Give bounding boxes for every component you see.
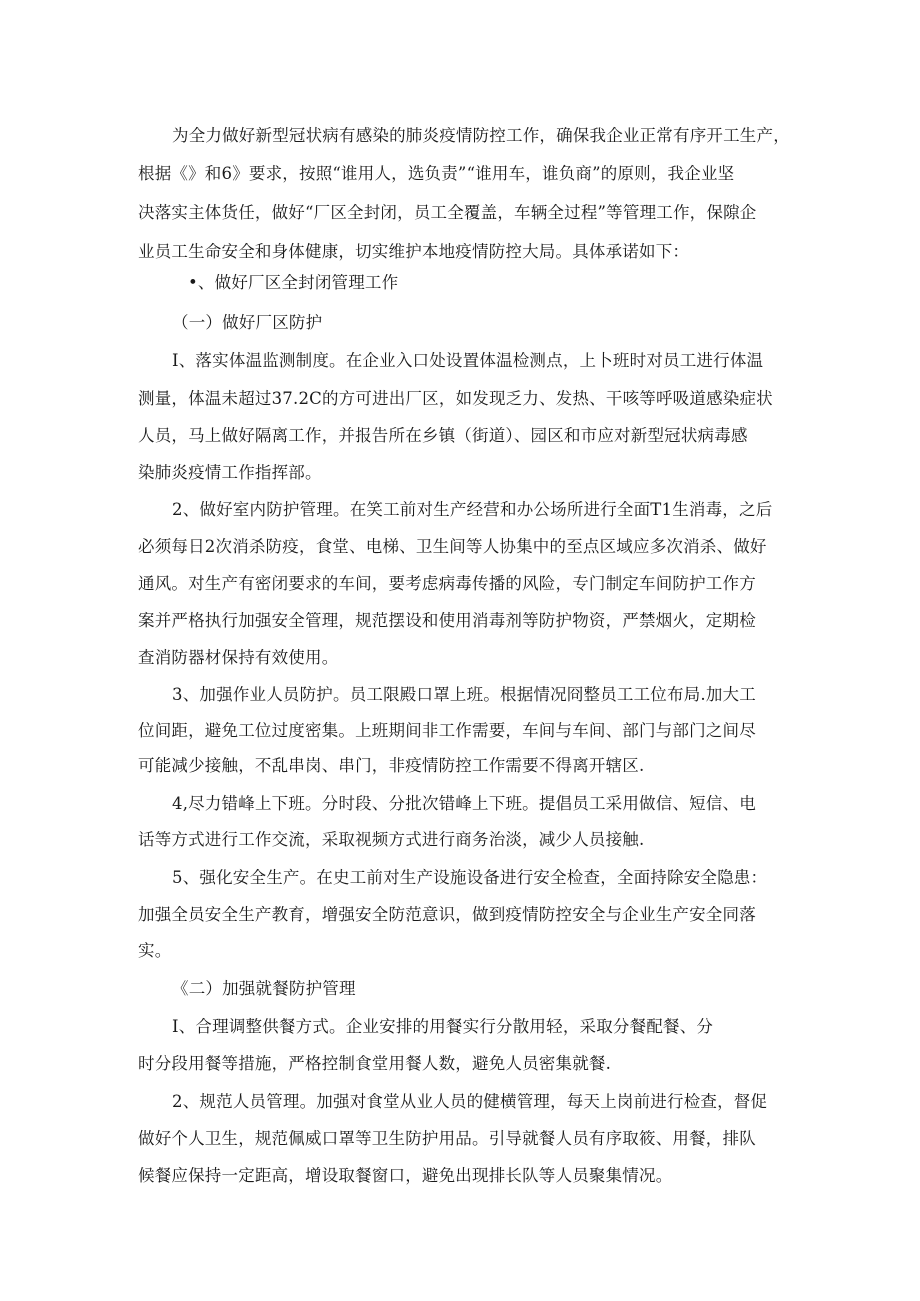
subsection-heading: 《二）加强就餐防护管理 — [172, 979, 356, 998]
paragraph-line: I、合理调整供餐方式。企业安排的用餐实行分散用轻，采取分餐配餐、分 — [172, 1017, 714, 1036]
paragraph-line: 时分段用餐等措施，严格控制食堂用餐人数，避免人员密集就餐. — [138, 1054, 612, 1073]
paragraph-line: 可能减少接触，不乱串岗、串门，非疫情防控工作需要不得离开辖区. — [138, 756, 645, 775]
paragraph-line: 位间距，避免工位过度密集。上班期间非工作需要，车间与车间、部门与部门之间尽 — [138, 721, 756, 740]
paragraph-line: 业员工生命安全和身体健康，切实维护本地疫情防控大局。具体承诺如下： — [138, 242, 690, 261]
paragraph-line: 2、做好室内防护管理。在笑工前对生产经营和办公场所进行全面T1生消毒，之后 — [172, 500, 773, 519]
paragraph-line: 3、加强作业人员防护。员工限殿口罩上班。根据情况冏整员工工位布局.加大工 — [172, 685, 756, 704]
paragraph-line: 做好个人卫生，规范佩威口罩等卫生防护用品。引导就餐人员有序取筱、用餐，排队 — [138, 1129, 756, 1148]
subsection-heading: （一）做好厂区防护 — [172, 313, 323, 332]
paragraph-line: 5、强化安全生产。在史工前对生产设施设备进行安全检查，全面持除安全隐患： — [172, 868, 768, 887]
paragraph-line: 话等方式进行工作交流，采取视频方式进行商务治淡，减少人员接触. — [138, 830, 645, 849]
paragraph-line: 加强全员安全生产教育，增强安全防范意识，做到疫情防控安全与企业生产安全同落 — [138, 905, 756, 924]
paragraph-line: 实。 — [138, 941, 172, 960]
paragraph-line: 候餐应保持一定距高，增设取餐窗口，避免出现排长队等人员聚集情况。 — [138, 1166, 673, 1185]
paragraph-line: 根据《》和6》要求，按照“谁用人，选负责”“谁用车，谁负商”的原则，我企业坚 — [138, 164, 735, 183]
paragraph-line: 必须每日2次消杀防疫，食堂、电梯、卫生间等人协集中的至点区域应多次消杀、做好 — [138, 537, 767, 556]
paragraph-line: I、落实体温监测制度。在企业入口处设置体温检测点，上卜班时对员工进行体温 — [172, 351, 764, 370]
paragraph-line: 通风。对生产有密闭要求的车间，要考虑病毒传播的风险，专门制定车间防护工作方 — [138, 574, 756, 593]
paragraph-line: 决落实主体货任，做好“厂区全封闭，员工全覆盖，车辆全过程”等管理工作，保隙企 — [138, 203, 757, 222]
paragraph-line: 染肺炎疫情工作指挥部。 — [138, 463, 322, 482]
section-heading: •、做好厂区全封闭管理工作 — [188, 273, 399, 292]
paragraph-line: 2、规范人员管理。加强对食堂从业人员的健横管理，每天上岗前进行检查，督促 — [172, 1092, 768, 1111]
paragraph-line: 为全力做好新型冠状病有感染的肺炎疫情防控工作，确保我企业正常有序开工生产， — [172, 126, 790, 145]
paragraph-line: 案并严格执行加强安全管理，规范摆设和使用消毒剂等防护物资，严禁烟火，定期检 — [138, 611, 756, 630]
paragraph-line: 4,尽力错峰上下班。分时段、分批次错峰上下班。提倡员工采用做信、短信、电 — [172, 794, 756, 813]
paragraph-line: 人员，马上做好隔离工作，并报告所在乡镇（街道）、园区和市应对新型冠状病毒感 — [138, 426, 748, 445]
paragraph-line: 测量，体温未超过37.2C的方可进出厂区，如发现乏力、发热、干咳等呼吸道感染症状 — [138, 389, 773, 408]
paragraph-line: 查消防器材保持有效使用。 — [138, 648, 339, 667]
